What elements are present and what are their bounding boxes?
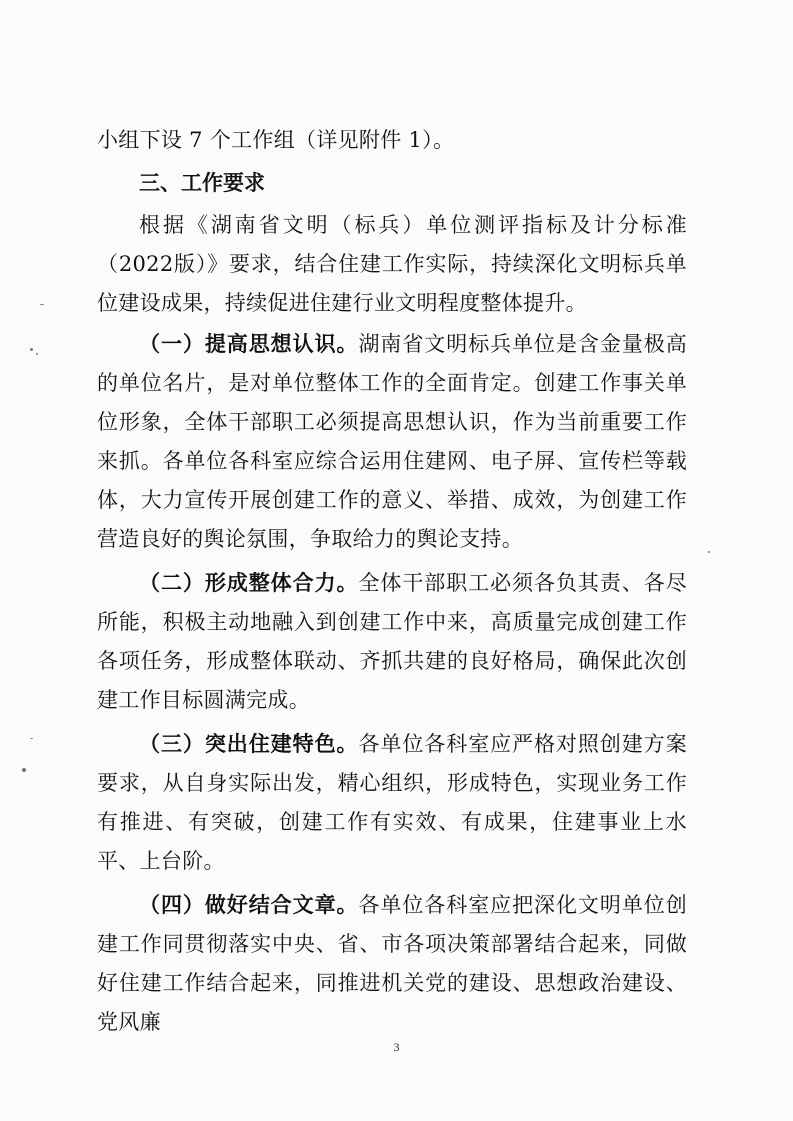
item-paragraph-2 <box>97 564 687 720</box>
page-number: 3 <box>393 1040 400 1054</box>
intro-paragraph: 根据《湖南省文明（标兵）单位测评指标及计分标准（2022版）》要求，结合住建工作实际，持续深化文明标兵单位建设成果，持续促进住建行业文明程度整体提升。 <box>97 213 687 315</box>
scan-speck <box>30 348 33 351</box>
item-paragraph-4 <box>97 886 687 1042</box>
item-title-3: （三）突出住建特色。 <box>139 732 359 756</box>
item-body-4: 各单位各科室应把深化文明单位创建工作同贯彻落实中央、省、市各项决策部署结合起来，同做好住建工作结合起来，同推进机关党的建设、思想政治建设、党风廉 <box>97 893 688 1034</box>
scan-speck <box>30 738 33 739</box>
item-title-2: （二）形成整体合力。 <box>139 571 359 595</box>
section-heading: 三、工作要求 <box>139 171 265 195</box>
item-paragraph-3 <box>97 725 687 881</box>
scan-speck <box>36 353 38 355</box>
item-title-1: （一）提高思想认识。 <box>139 332 359 356</box>
item-body-2: 全体干部职工必须各负其责、各尽所能，积极主动地融入到创建工作中来，高质量完成创建工作各项任务，形成整体联动、齐抓共建的良好格局，确保此次创建工作目标圆满完成。 <box>97 571 688 712</box>
continuation-line: 小组下设 7 个工作组（详见附件 1）。 <box>97 128 455 152</box>
scan-speck <box>40 304 44 305</box>
item-body-3: 各单位各科室应严格对照创建方案要求，从自身实际出发，精心组织，形成特色，实现业务工作有推进、有突破，创建工作有实效、有成果，住建事业上水平、上台阶。 <box>97 732 688 873</box>
scan-speck <box>22 768 26 772</box>
scan-speck <box>708 551 710 553</box>
item-body-1: 湖南省文明标兵单位是含金量极高的单位名片，是对单位整体工作的全面肯定。创建工作事关单位形象，全体干部职工必须提高思想认识，作为当前重要工作来抓。各单位各科室应综合运用住建网、电子屏、宣传栏等载体，大力宣传开展创建工作的意义、举措、成效，为创建工作营造良好的舆论氛围，争取给力的舆论支持。 <box>97 332 688 551</box>
item-title-4: （四）做好结合文章。 <box>139 893 359 917</box>
item-paragraph-1 <box>97 325 687 559</box>
